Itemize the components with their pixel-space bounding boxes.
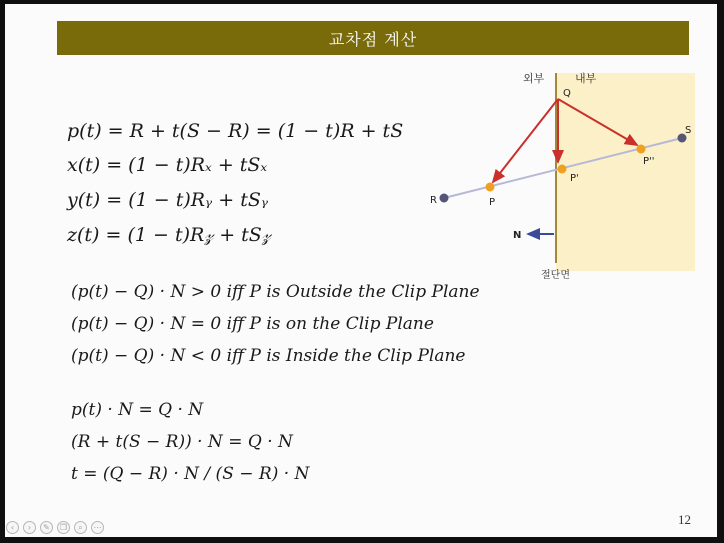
point-P-prime bbox=[558, 165, 567, 174]
equation-z: z(t) = (1 − t)R𝓏 + tS𝓏 bbox=[67, 224, 271, 246]
label-R: R bbox=[430, 195, 437, 206]
point-R bbox=[440, 194, 449, 203]
condition-outside: (p(t) − Q) · N > 0 iff P is Outside the Clip Plane bbox=[71, 282, 480, 302]
page-number: 12 bbox=[678, 512, 691, 527]
condition-on-plane: (p(t) − Q) · N = 0 iff P is on the Clip Plane bbox=[71, 314, 434, 334]
label-inside: 내부 bbox=[575, 72, 597, 85]
equation-parametric-line: p(t) = R + t(S − R) = (1 − t)R + tS bbox=[67, 120, 404, 142]
condition-inside: (p(t) − Q) · N < 0 iff P is Inside the Clip Plane bbox=[71, 346, 466, 366]
equation-x: x(t) = (1 − t)Rₓ + tSₓ bbox=[67, 154, 268, 176]
derivation-step-1: p(t) · N = Q · N bbox=[71, 400, 204, 420]
label-Q: Q bbox=[563, 88, 571, 99]
label-N: N bbox=[513, 230, 522, 241]
pen-icon[interactable]: ✎ bbox=[40, 521, 53, 534]
label-clip-plane: 절단면 bbox=[541, 270, 570, 281]
label-outside: 외부 bbox=[523, 72, 545, 85]
derivation-step-3: t = (Q − R) · N / (S − R) · N bbox=[71, 464, 310, 484]
more-icon[interactable]: ⋯ bbox=[91, 521, 104, 534]
copy-icon[interactable]: ❐ bbox=[57, 521, 70, 534]
inside-region bbox=[556, 73, 695, 271]
zoom-icon[interactable]: ⌕ bbox=[74, 521, 87, 534]
forward-icon[interactable]: › bbox=[23, 521, 36, 534]
point-P bbox=[486, 183, 495, 192]
ray-Q-to-P bbox=[493, 99, 558, 182]
clip-plane-diagram bbox=[427, 66, 695, 284]
derivation-step-2: (R + t(S − R)) · N = Q · N bbox=[71, 432, 293, 452]
label-S: S bbox=[685, 125, 692, 136]
slide-title: 교차점 계산 bbox=[328, 29, 418, 49]
label-P: P bbox=[489, 197, 496, 208]
label-P-prime: P' bbox=[570, 173, 579, 184]
slide bbox=[5, 4, 717, 537]
back-icon[interactable]: ‹ bbox=[6, 521, 19, 534]
label-P-double-prime: P'' bbox=[643, 156, 655, 167]
point-P-double-prime bbox=[637, 145, 646, 154]
slide-nav-controls bbox=[6, 521, 104, 534]
title-bar bbox=[57, 21, 689, 55]
equation-y: y(t) = (1 − t)Rᵧ + tSᵧ bbox=[67, 189, 269, 211]
